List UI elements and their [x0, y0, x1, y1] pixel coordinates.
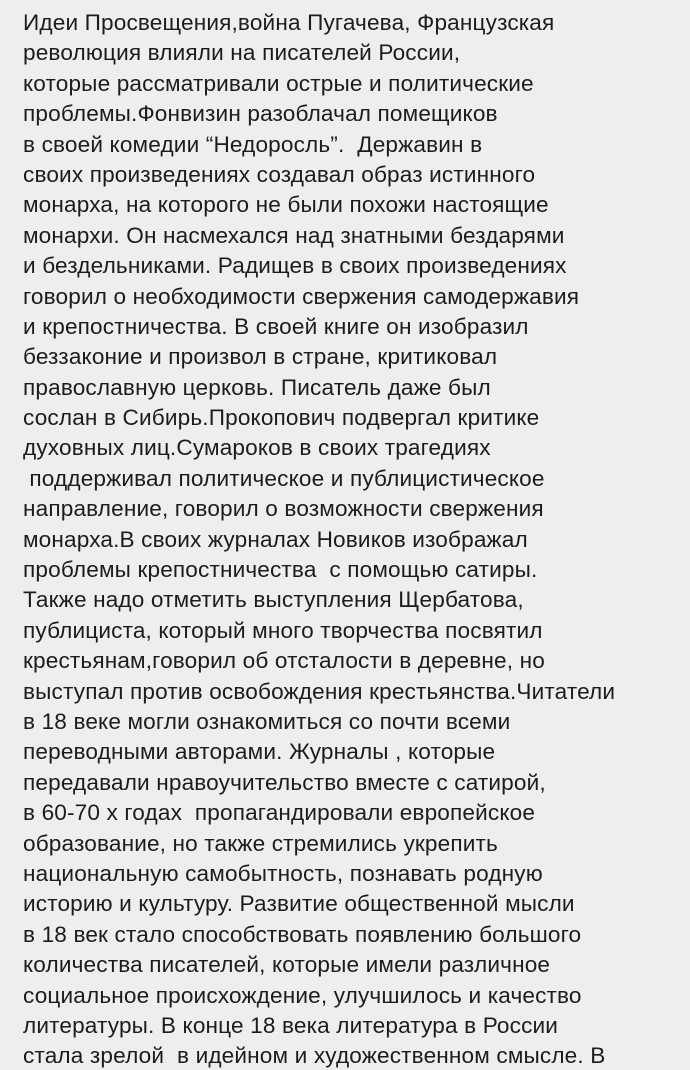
text-line-8: монархи. Он насмехался над знатными бездарями [23, 222, 565, 248]
text-line-18: монарха.В своих журналах Новиков изображал [23, 526, 528, 552]
text-line-34: литературы. В конце 18 века литература в России [23, 1012, 559, 1038]
text-line-12: беззаконие и произвол в стране, критиковал [23, 344, 498, 370]
text-line-25: переводными авторами. Журналы , которые [23, 739, 496, 765]
text-line-23: выступал против освобождения крестьянства.Читатели [23, 678, 616, 704]
text-line-30: историю и культуру. Развитие общественной мысли [23, 891, 575, 917]
text-line-33: социальное происхождение, улучшилось и качество [23, 982, 582, 1008]
text-line-27: в 60-70 х годах пропагандировали европейское [23, 800, 536, 826]
text-line-7: монарха, на которого не были похожи настоящие [23, 192, 549, 218]
text-line-3: которые рассматривали острые и политические [23, 70, 534, 96]
text-line-5: в своей комедии “Недоросль”. Державин в [23, 131, 483, 157]
text-line-9: и бездельниками. Радищев в своих произведениях [23, 253, 567, 279]
text-line-19: проблемы крепостничества с помощью сатиры. [23, 557, 538, 583]
text-line-15: духовных лиц.Сумароков в своих трагедиях [23, 435, 491, 461]
text-line-32: количества писателей, которые имели различное [23, 952, 551, 978]
text-line-21: публициста, который много творчества посвятил [23, 617, 543, 643]
text-line-1: Идеи Просвещения,война Пугачева, Французская [23, 10, 555, 35]
text-line-28: образование, но также стремились укрепить [23, 830, 498, 856]
text-line-17: направление, говорил о возможности свержения [23, 496, 544, 522]
text-line-4: проблемы.Фонвизин разоблачал помещиков [23, 101, 498, 127]
text-line-16: поддерживал политическое и публицистическое [23, 465, 545, 491]
text-line-6: своих произведениях создавал образ истинного [23, 161, 536, 187]
text-line-26: передавали нравоучительство вместе с сатирой, [23, 769, 546, 795]
text-line-22: крестьянам,говорил об отсталости в деревне, но [23, 648, 545, 674]
text-line-10: говорил о необходимости свержения самодержавия [23, 283, 580, 309]
text-line-31: в 18 век стало способствовать появлению большого [23, 921, 582, 947]
text-line-29: национальную самобытность, познавать родную [23, 860, 543, 886]
text-line-11: и крепостничества. В своей книге он изобразил [23, 313, 529, 339]
text-line-13: православную церковь. Писатель даже был [23, 374, 491, 400]
text-line-24: в 18 веке могли ознакомиться со почти всеми [23, 708, 511, 734]
text-line-20: Также надо отметить выступления Щербатова, [23, 587, 524, 613]
essay-text [23, 8, 690, 1070]
text-line-14: сослан в Сибирь.Прокопович подвергал критике [23, 405, 540, 431]
text-line-2: революция влияли на писателей России, [23, 40, 461, 66]
text-line-35: стала зрелой в идейном и художественном смысле. В [23, 1043, 606, 1069]
